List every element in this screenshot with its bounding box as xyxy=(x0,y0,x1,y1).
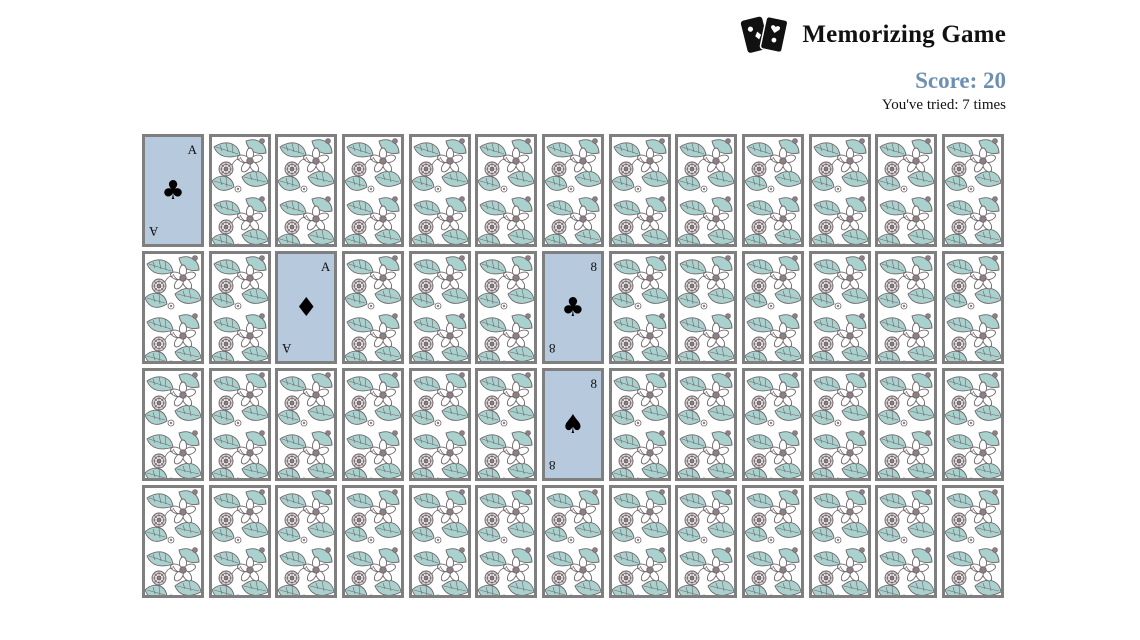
card-rank-top: A xyxy=(320,259,331,274)
card-rank-top: 8 xyxy=(590,376,597,391)
card-face-down[interactable] xyxy=(809,134,871,247)
card-back-pattern xyxy=(878,254,934,361)
card-face-down[interactable] xyxy=(609,134,671,247)
card-face xyxy=(145,137,201,244)
card-back-pattern xyxy=(212,137,268,244)
card-back-pattern xyxy=(478,254,534,361)
card-back-pattern xyxy=(812,371,868,478)
card-face-down[interactable] xyxy=(742,251,804,364)
card-rank-top: A xyxy=(187,142,197,157)
card-rank-bottom: A xyxy=(149,224,159,239)
card-face-down[interactable] xyxy=(875,485,937,598)
card-face-down[interactable] xyxy=(209,134,271,247)
card-face-up[interactable] xyxy=(542,251,604,364)
card-back-pattern xyxy=(345,371,401,478)
card-face-down[interactable] xyxy=(609,368,671,481)
card-face-down[interactable] xyxy=(542,134,604,247)
card-back-pattern xyxy=(278,371,334,478)
card-back-pattern xyxy=(745,137,801,244)
card-back-pattern xyxy=(678,488,734,595)
card-face-down[interactable] xyxy=(875,251,937,364)
card-back-pattern xyxy=(745,254,801,361)
card-rank-top: 8 xyxy=(590,259,597,274)
card-face-up[interactable] xyxy=(275,251,337,364)
card-back-pattern xyxy=(878,137,934,244)
page-title: Memorizing Game xyxy=(802,21,1006,48)
card-face-down[interactable] xyxy=(342,251,404,364)
card-face-down[interactable] xyxy=(409,134,471,247)
card-face-down[interactable] xyxy=(942,251,1004,364)
card-face-down[interactable] xyxy=(675,485,737,598)
tries-counter: You've tried: 7 times xyxy=(881,97,1006,113)
card-back-pattern xyxy=(678,254,734,361)
card-face-up[interactable] xyxy=(142,134,204,247)
card-face-down[interactable] xyxy=(209,368,271,481)
card-face-down[interactable] xyxy=(275,368,337,481)
card-rank-bottom: A xyxy=(282,341,292,356)
card-back-pattern xyxy=(945,254,1001,361)
card-face-down[interactable] xyxy=(609,485,671,598)
card-face-down[interactable] xyxy=(942,485,1004,598)
card-back-pattern xyxy=(412,371,468,478)
card-back-pattern xyxy=(878,371,934,478)
card-face-down[interactable] xyxy=(409,368,471,481)
card-rank-bottom: 8 xyxy=(548,341,556,356)
card-face-down[interactable] xyxy=(142,251,204,364)
card-face-down[interactable] xyxy=(809,485,871,598)
card-face-down[interactable] xyxy=(942,368,1004,481)
card-face-down[interactable] xyxy=(409,485,471,598)
card-back-pattern xyxy=(212,371,268,478)
card-back-pattern xyxy=(212,254,268,361)
card-face-down[interactable] xyxy=(875,368,937,481)
playing-cards-icon xyxy=(740,14,790,56)
card-back-pattern xyxy=(478,137,534,244)
card-back-pattern xyxy=(812,137,868,244)
card-back-pattern xyxy=(412,137,468,244)
card-face-down[interactable] xyxy=(675,368,737,481)
game-header xyxy=(740,14,1006,56)
spades-suit-icon: ♠ xyxy=(561,409,585,440)
card-back-pattern xyxy=(612,254,668,361)
diamonds-suit-icon: ♦ xyxy=(294,292,318,323)
card-back-pattern xyxy=(878,488,934,595)
card-back-pattern xyxy=(745,371,801,478)
card-face-down[interactable] xyxy=(342,134,404,247)
card-face-down[interactable] xyxy=(675,251,737,364)
card-back-pattern xyxy=(345,137,401,244)
card-face-down[interactable] xyxy=(209,485,271,598)
card-back-pattern xyxy=(612,371,668,478)
card-back-pattern xyxy=(278,488,334,595)
card-face-down[interactable] xyxy=(742,368,804,481)
card-face-down[interactable] xyxy=(142,485,204,598)
card-face-down[interactable] xyxy=(942,134,1004,247)
card-face-down[interactable] xyxy=(609,251,671,364)
card-back-pattern xyxy=(812,488,868,595)
clubs-suit-icon: ♣ xyxy=(161,175,185,206)
card-face-down[interactable] xyxy=(675,134,737,247)
card-face-down[interactable] xyxy=(809,251,871,364)
card-face-down[interactable] xyxy=(209,251,271,364)
card-face xyxy=(278,254,334,361)
card-back-pattern xyxy=(412,254,468,361)
card-back-pattern xyxy=(745,488,801,595)
clubs-suit-icon: ♣ xyxy=(561,292,585,323)
card-face xyxy=(545,254,601,361)
card-face-down[interactable] xyxy=(142,368,204,481)
card-face-down[interactable] xyxy=(742,134,804,247)
card-back-pattern xyxy=(145,371,201,478)
card-back-pattern xyxy=(612,488,668,595)
card-back-pattern xyxy=(612,137,668,244)
card-face-down[interactable] xyxy=(342,368,404,481)
card-back-pattern xyxy=(945,137,1001,244)
card-back-pattern xyxy=(345,254,401,361)
card-back-pattern xyxy=(678,371,734,478)
card-face-down[interactable] xyxy=(809,368,871,481)
card-back-pattern xyxy=(345,488,401,595)
card-face-down[interactable] xyxy=(475,485,537,598)
card-back-pattern xyxy=(545,137,601,244)
card-back-pattern xyxy=(212,488,268,595)
card-face-down[interactable] xyxy=(542,485,604,598)
card-face-down[interactable] xyxy=(475,134,537,247)
card-face-down[interactable] xyxy=(342,485,404,598)
score-display: Score: 20 xyxy=(915,68,1006,93)
card-face-down[interactable] xyxy=(742,485,804,598)
card-back-pattern xyxy=(478,371,534,478)
card-face-down[interactable] xyxy=(409,251,471,364)
card-board xyxy=(142,134,1004,598)
card-back-pattern xyxy=(678,137,734,244)
card-back-pattern xyxy=(145,254,201,361)
card-face-up[interactable] xyxy=(542,368,604,481)
card-back-pattern xyxy=(478,488,534,595)
card-back-pattern xyxy=(945,371,1001,478)
card-back-pattern xyxy=(545,488,601,595)
card-back-pattern xyxy=(412,488,468,595)
card-back-pattern xyxy=(812,254,868,361)
card-face-down[interactable] xyxy=(875,134,937,247)
card-back-pattern xyxy=(945,488,1001,595)
card-face-down[interactable] xyxy=(475,251,537,364)
card-face-down[interactable] xyxy=(275,134,337,247)
card-face-down[interactable] xyxy=(475,368,537,481)
card-face-down[interactable] xyxy=(275,485,337,598)
card-back-pattern xyxy=(145,488,201,595)
card-face xyxy=(545,371,601,478)
card-back-pattern xyxy=(278,137,334,244)
card-rank-bottom: 8 xyxy=(548,458,556,473)
